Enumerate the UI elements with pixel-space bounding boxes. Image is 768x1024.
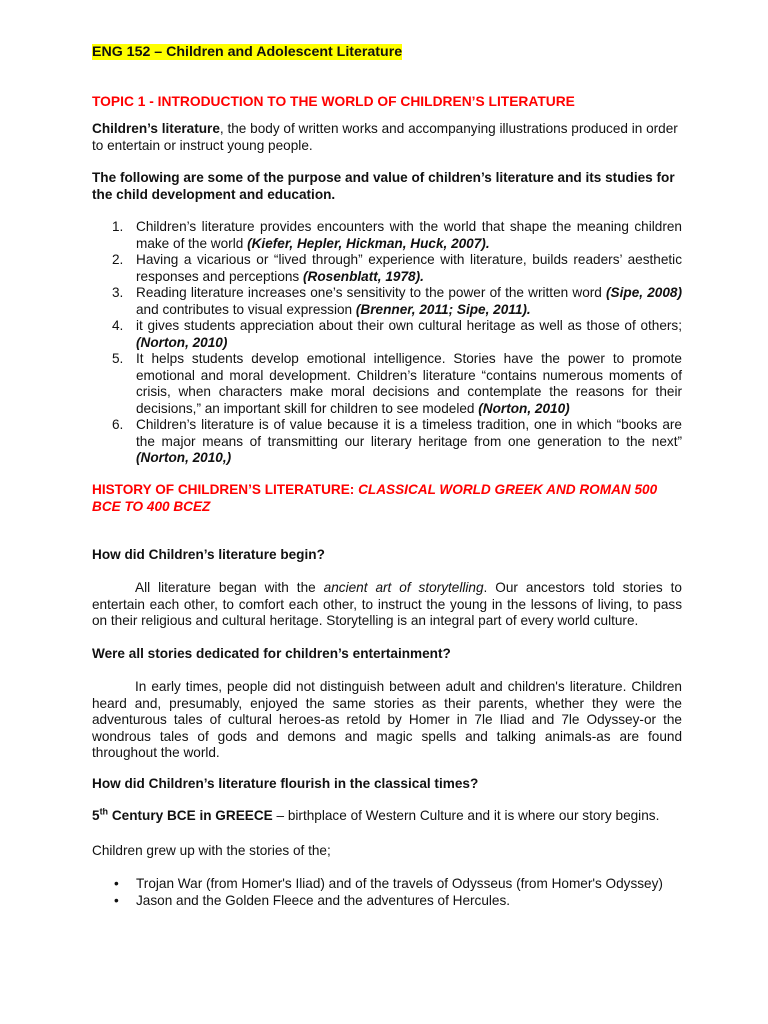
course-title-line [92,44,682,61]
century-description: – birthplace of Western Culture and it is where our story begins. [272,808,660,823]
list-text: it gives students appreciation about their own cultural heritage as well as those of others; [136,318,682,333]
citation: (Brenner, 2011; Sipe, 2011). [355,301,531,317]
definition-term: Children’s literature [92,121,220,136]
citation: (Norton, 2010) [478,400,570,416]
answer-entertainment: In early times, people did not distinguish between adult and children's literature. Children heard and, presumably, enjoyed the same stories as their parents, whether they were the adventurous tales of cultural heroes-as retold by Homer in 7le Iliad and 7le Odyssey-or the wondrous tales of gods and demons and magic spells and talking animals-as are found throughout the world. [92,679,682,760]
list-text: Reading literature increases one’s sensitivity to the power of the written word [136,285,607,300]
bullet-icon: • [114,876,119,891]
answer-begin-italic: ancient art of storytelling [323,580,484,595]
answer-begin-post: . Our ancestors told stories to entertain each other, to comfort each other, to instruct the young in the lessons of living, to pass on their religious and cultural heritage. Storytelling is an integral part of every world culture. [92,580,682,628]
list-item [92,893,682,910]
list-item [92,219,682,252]
answer-begin-pre: All literature began with the [135,580,324,595]
answer-begin [92,580,682,630]
list-item [92,252,682,285]
purpose-list [92,219,682,467]
list-text: Children’s literature provides encounters with the world that shape the meaning children make of the world [136,219,682,251]
bullet-text: Jason and the Golden Fleece and the adventures of Hercules. [136,892,511,908]
topic-heading: TOPIC 1 - INTRODUCTION TO THE WORLD OF CHILDREN’S LITERATURE [92,94,575,109]
list-text: Having a vicarious or “lived through” experience with literature, builds readers’ aesthetic responses and perceptions [136,252,682,284]
list-item [92,318,682,351]
stories-list [92,876,682,909]
purpose-intro: The following are some of the purpose and value of children’s literature and its studies for the child development and education. [92,170,675,202]
question-entertainment: Were all stories dedicated for children’s entertainment? [92,646,451,661]
citation: (Kiefer, Hepler, Hickman, Huck, 2007). [247,235,490,251]
list-number: 1. [112,219,124,234]
list-text: Children’s literature is of value because it is a timeless tradition, one in which “books are the major means of transmitting our literary heritage from one generation to the next” [136,417,682,449]
grew-up-line: Children grew up with the stories of the; [92,843,331,858]
list-number: 4. [112,318,124,333]
list-item [92,876,682,893]
list-number: 3. [112,285,124,300]
definition-paragraph [92,121,682,154]
course-title: ENG 152 – Children and Adolescent Literature [92,44,403,60]
century-label: Century BCE in GREECE [108,808,273,823]
list-item [92,285,682,318]
history-heading-plain: HISTORY OF CHILDREN’S LITERATURE: [92,482,359,497]
citation: (Norton, 2010) [136,334,228,350]
list-number: 2. [112,252,124,267]
citation: (Rosenblatt, 1978). [303,268,424,284]
question-begin: How did Children’s literature begin? [92,547,325,562]
list-item [92,351,682,417]
list-text: It helps students develop emotional intelligence. Stories have the power to promote emotional and moral development. Children’s literature “contains numerous moments of crisis, when characters make moral decisions and contemplate the reasons for their decisions,” an important skill for children to see modeled [136,351,682,416]
list-item [92,417,682,467]
citation: (Norton, 2010,) [136,450,232,465]
history-heading [92,482,682,515]
list-number: 6. [112,417,124,432]
history-heading-italic: CLASSICAL WORLD GREEK AND ROMAN 500 BCE TO 400 BCEZ [92,482,658,514]
list-text-continued: and contributes to visual expression [136,301,356,317]
century-number: 5 [92,808,100,823]
bullet-text: Trojan War (from Homer's Iliad) and of the travels of Odysseus (from Homer's Odyssey) [136,876,663,891]
bullet-icon: • [114,892,119,908]
definition-text: , the body of written works and accompanying illustrations produced in order to entertain or instruct young people. [92,121,678,153]
century-suffix: th [99,806,109,817]
century-line [92,808,682,825]
list-number: 5. [112,351,124,366]
citation: (Sipe, 2008) [606,285,682,300]
question-classical: How did Children’s literature flourish in the classical times? [92,776,479,791]
